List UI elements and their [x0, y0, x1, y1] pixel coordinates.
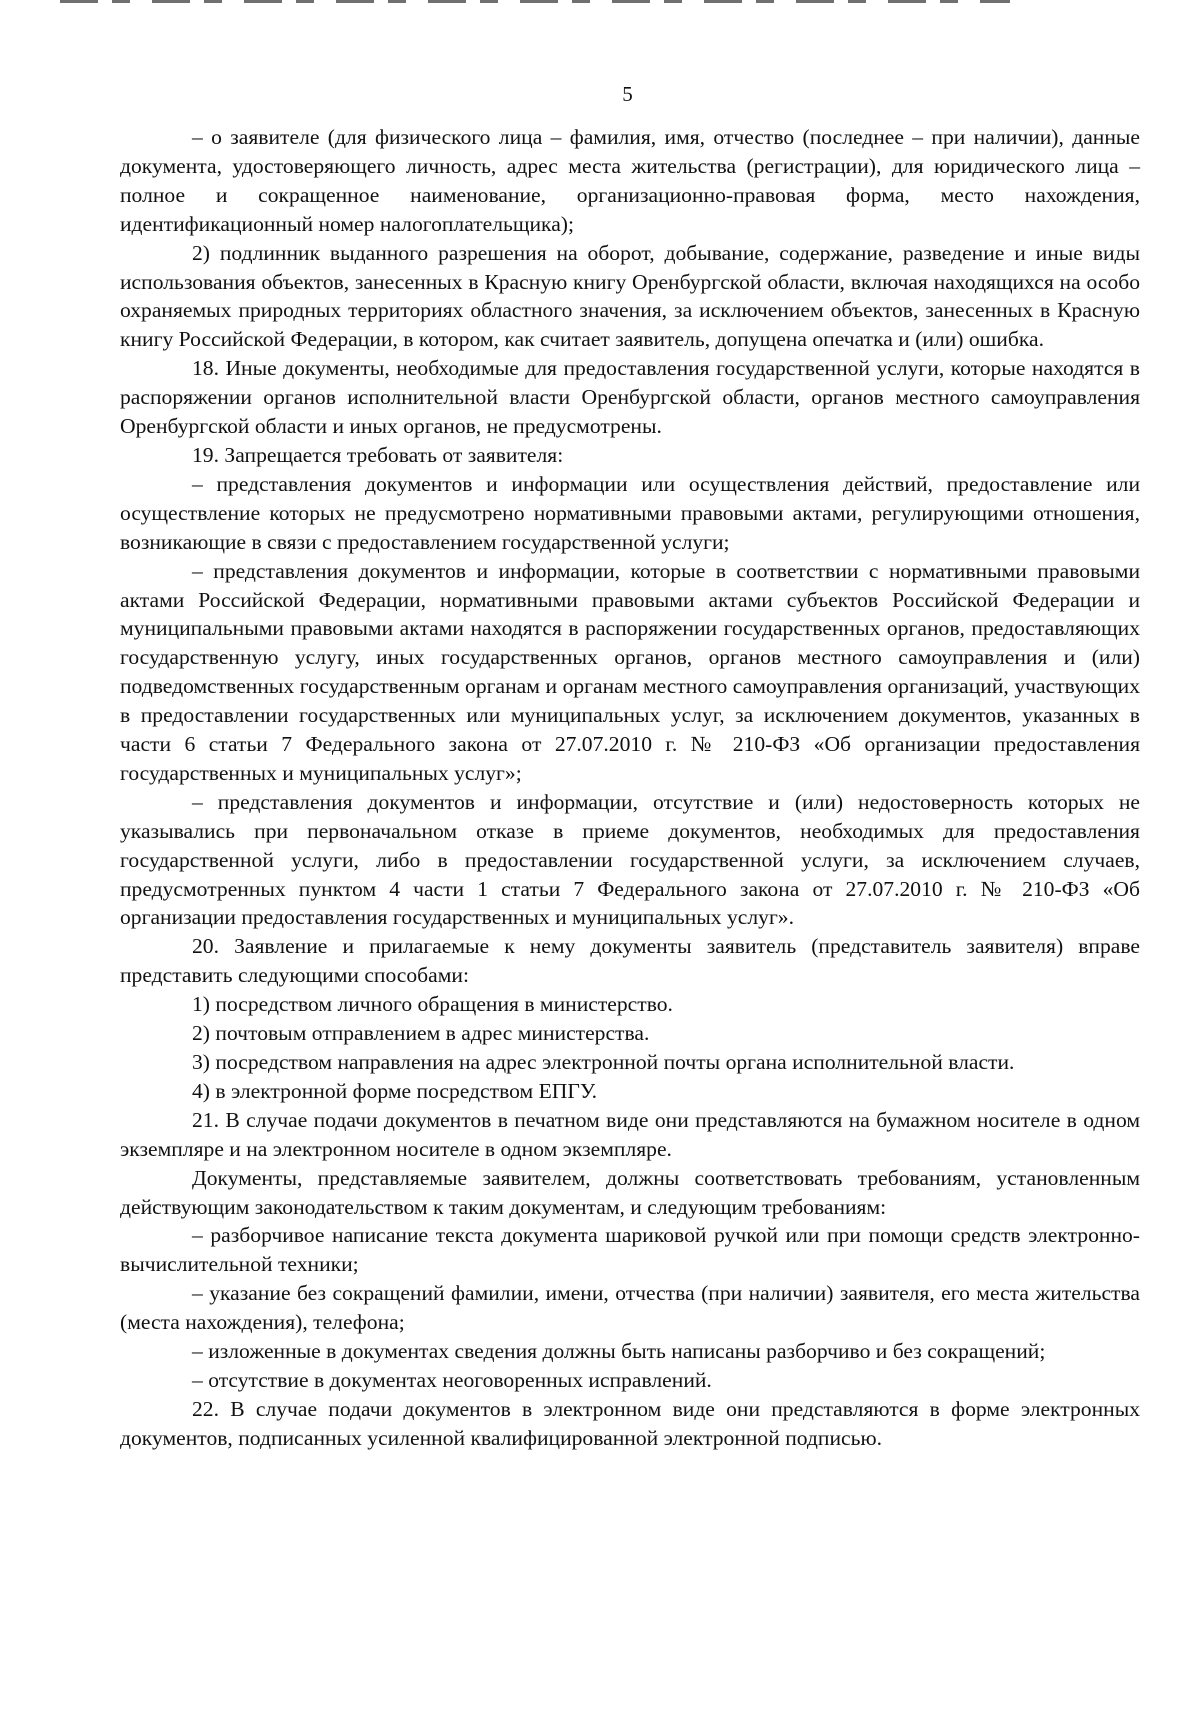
paragraph: – указание без сокращений фамилии, имени, отчества (при наличии) заявителя, его места жительства (места нахождения), телефона;: [120, 1281, 1140, 1335]
paragraph: – представления документов и информации, которые в соответствии с нормативными правовыми актами Российской Федерации, нормативными правовыми актами субъектов Российской Федерации и муниципальными правовыми актами находятся в распоряжении государственных органов, предоставляющих государственную услугу, иных государственных органов, органов местного самоуправления и (или) подведомственных государственным органам и органам местного самоуправления организаций, участвующих в предоставлении государственных или муниципальных услуг, за исключением документов, указанных в части 6 статьи 7 Федерального закона от 27.07.2010 г. № 210-ФЗ «Об организации предоставления государственных и муниципальных услуг»;: [120, 558, 1140, 785]
paragraph: 3) посредством направления на адрес электронной почты органа исполнительной власти.: [192, 1050, 1015, 1074]
paragraph: Документы, представляемые заявителем, должны соответствовать требованиям, установленным действующим законодательством к таким документам, и следующим требованиям:: [120, 1165, 1140, 1219]
paragraph: 19. Запрещается требовать от заявителя:: [192, 442, 564, 467]
paragraph: 1) посредством личного обращения в министерство.: [192, 992, 673, 1017]
document-body: [120, 123, 1140, 1453]
paragraph: 22. В случае подачи документов в электронном виде они представляются в форме электронных документов, подписанных усиленной квалифицированной электронной подписью.: [120, 1396, 1140, 1450]
paragraph: – представления документов и информации, отсутствие и (или) недостоверность которых не указывались при первоначальном отказе в приеме документов, необходимых для предоставления государственной услуги, либо в предоставлении государственной услуги, за исключением случаев, предусмотренных пунктом 4 части 1 статьи 7 Федерального закона от 27.07.2010 г. № 210-ФЗ «Об организации предоставления государственных и муниципальных услуг».: [120, 789, 1140, 930]
paragraph: 2) почтовым отправлением в адрес министерства.: [192, 1021, 650, 1046]
paragraph: – о заявителе (для физического лица – фамилия, имя, отчество (последнее – при наличии), данные документа, удостоверяющего личность, адрес места жительства (регистрации), для юридического лица – полное и сокращенное наименование, организационно-правовая форма, место нахождения, идентификационный номер налогоплательщика);: [120, 125, 1140, 236]
paragraph: 4) в электронной форме посредством ЕПГУ.: [192, 1078, 597, 1103]
paragraph: 21. В случае подачи документов в печатном виде они представляются на бумажном носителе в одном экземпляре и на электронном носителе в одном экземпляре.: [120, 1107, 1140, 1161]
paragraph: – разборчивое написание текста документа шариковой ручкой или при помощи средств электронно-вычислительной техники;: [120, 1223, 1140, 1277]
page-number: 5: [622, 82, 633, 106]
paragraph: 2) подлинник выданного разрешения на оборот, добывание, содержание, разведение и иные виды использования объектов, занесенных в Красную книгу Оренбургской области, включая находящихся на особо охраняемых природных территориях областного значения, за исключением объектов, занесенных в Красную книгу Российской Федерации, в котором, как считает заявитель, допущена опечатка и (или) ошибка.: [120, 240, 1140, 352]
paragraph: – отсутствие в документах неоговоренных исправлений.: [192, 1367, 712, 1392]
scan-edge-artifact: [60, 0, 1010, 3]
paragraph: – представления документов и информации или осуществления действий, предоставление или осуществление которых не предусмотрено нормативными правовыми актами, регулирующими отношения, возникающие в связи с предоставлением государственной услуги;: [120, 471, 1140, 554]
paragraph: 18. Иные документы, необходимые для предоставления государственной услуги, которые находятся в распоряжении органов исполнительной власти Оренбургской области, органов местного самоуправления Оренбургской области и иных органов, не предусмотрены.: [120, 356, 1140, 439]
paragraph: – изложенные в документах сведения должны быть написаны разборчиво и без сокращений;: [192, 1339, 1046, 1364]
paragraph: 20. Заявление и прилагаемые к нему документы заявитель (представитель заявителя) вправе представить следующими способами:: [120, 934, 1140, 988]
